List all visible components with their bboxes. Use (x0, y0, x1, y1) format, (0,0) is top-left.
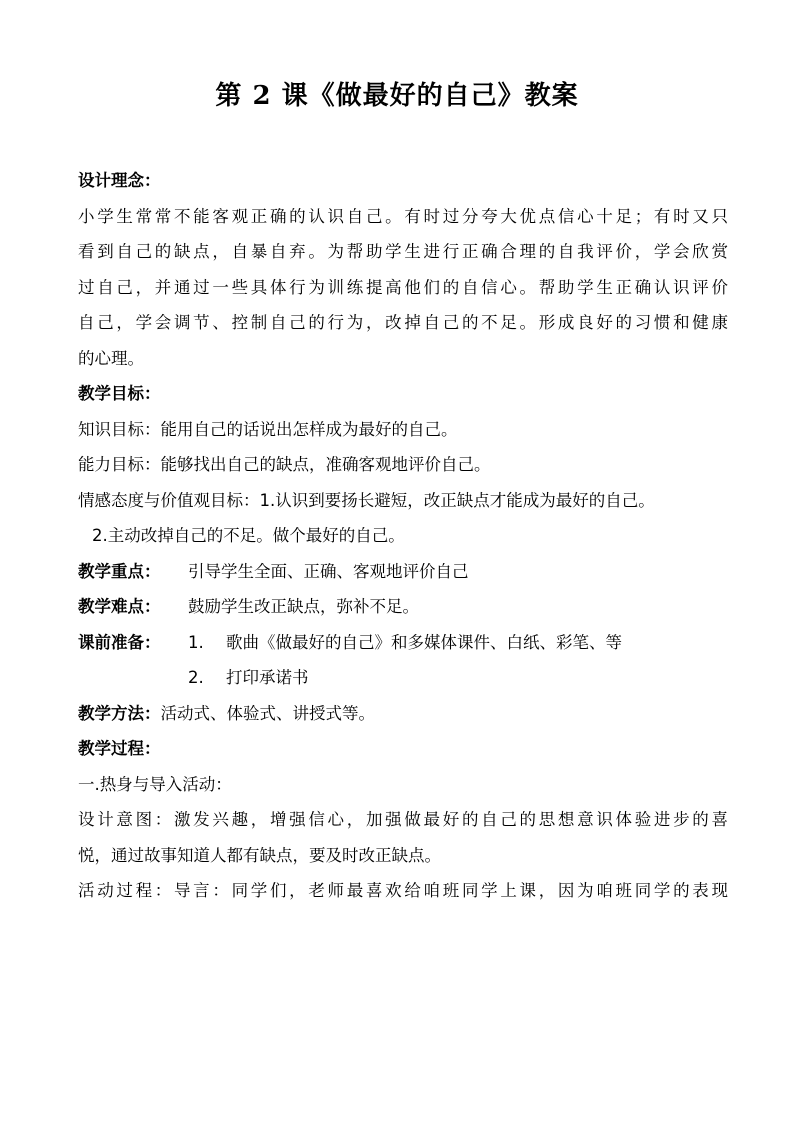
methods-row (78, 696, 728, 732)
paragraph-line: 看到自己的缺点，自暴自弃。为帮助学生进行正确合理的自我评价，学会欣赏 (78, 242, 728, 261)
difficulties-label: 教学难点： (78, 597, 161, 616)
document-title: 第 2 课《做最好的自己》教案 (215, 81, 579, 111)
paragraph-line: 自己，学会调节、控制自己的行为，改掉自己的不足。形成良好的习惯和健康 (78, 313, 728, 332)
paragraph-line: 设计意图：激发兴趣，增强信心，加强做最好的自己的思想意识体验进步的喜 (78, 810, 728, 829)
emotion-goal-2: 2.主动改掉自己的不足。做个最好的自己。 (92, 526, 405, 545)
preparation-row-1 (78, 625, 728, 661)
preparation-item-number: 1. (188, 632, 204, 652)
difficulties-row (78, 589, 728, 625)
process-step-1: 一.热身与导入活动： (78, 774, 232, 794)
key-points-text: 引导学生全面、正确、客观地评价自己 (188, 561, 469, 581)
teaching-goals-heading: 教学目标： (78, 384, 161, 403)
design-concept-heading: 设计理念： (78, 171, 161, 190)
preparation-item-text: 歌曲《做最好的自己》和多媒体课件、白纸、彩笔、等 (226, 632, 622, 652)
paragraph-line: 悦，通过故事知道人都有缺点，要及时改正缺点。 (78, 845, 441, 865)
key-points-row (78, 554, 728, 590)
paragraph-line: 活动过程：导言：同学们，老师最喜欢给咱班同学上课，因为咱班同学的表现 (78, 881, 728, 900)
preparation-item-number: 2. (188, 668, 204, 687)
knowledge-goal: 知识目标：能用自己的话说出怎样成为最好的自己。 (78, 419, 458, 439)
process-heading: 教学过程： (78, 739, 161, 758)
paragraph-line: 的心理。 (78, 348, 144, 368)
preparation-label: 课前准备： (78, 632, 161, 652)
ability-goal: 能力目标：能够找出自己的缺点，准确客观地评价自己。 (78, 455, 491, 474)
paragraph-line: 过自己，并通过一些具体行为训练提高他们的自信心。帮助学生正确认识评价 (78, 277, 728, 297)
key-points-label: 教学重点： (78, 561, 161, 581)
difficulties-text: 鼓励学生改正缺点，弥补不足。 (188, 597, 419, 616)
preparation-row-2 (78, 660, 728, 696)
methods-label: 教学方法： (78, 703, 161, 723)
document-body (78, 163, 728, 909)
paragraph-line: 小学生常常不能客观正确的认识自己。有时过分夸大优点信心十足；有时又只 (78, 206, 728, 226)
preparation-item-text: 打印承诺书 (226, 668, 309, 687)
emotion-goal: 情感态度与价值观目标：1.认识到要扬长避短，改正缺点才能成为最好的自己。 (78, 490, 655, 510)
methods-text: 活动式、体验式、讲授式等。 (160, 703, 375, 723)
